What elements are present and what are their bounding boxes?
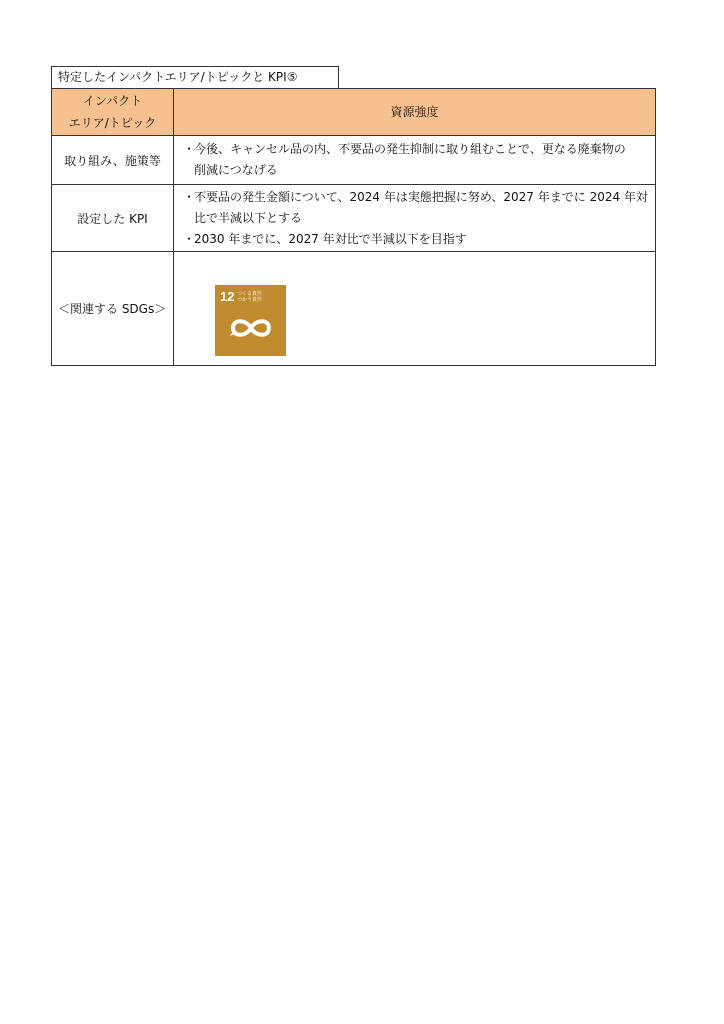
- infinity-arrow-icon: [228, 315, 274, 341]
- table-header-row: [52, 89, 656, 136]
- row-label-actions: 取り組み、施策等: [52, 136, 174, 185]
- header-topic-title: 資源強度: [174, 89, 656, 136]
- bullet-line: 削減につなげる: [194, 163, 278, 177]
- kpi-table: [51, 88, 656, 366]
- bullet-item: [175, 187, 654, 229]
- actions-content: [174, 136, 656, 185]
- sdg-title-line2: つかう責任: [237, 297, 263, 303]
- table-caption: 特定したインパクトエリア/トピックと KPI⑤: [51, 66, 339, 88]
- header-impact-area-line1: インパクト: [82, 94, 143, 108]
- row-label-kpi: 設定した KPI: [52, 185, 174, 252]
- header-impact-area: [52, 89, 174, 136]
- row-label-sdgs: ＜関連する SDGs＞: [52, 252, 174, 366]
- bullet-item: [175, 139, 654, 181]
- bullet-item: [175, 229, 654, 250]
- header-impact-area-line2: エリア/トピック: [68, 116, 157, 130]
- bullet-mark: ・: [183, 231, 196, 246]
- table-row-sdgs: [52, 252, 656, 366]
- bullet-line: 比で半減以下とする: [194, 210, 303, 225]
- sdg-12-tile: [215, 285, 286, 356]
- kpi-content: [174, 185, 656, 252]
- bullet-mark: ・: [183, 142, 196, 156]
- bullet-line: 2030 年までに、2027 年対比で半減以下を目指す: [194, 231, 467, 246]
- sdg-number: 12: [220, 289, 235, 304]
- sdg-title: [237, 291, 262, 303]
- sdg-title-line1: つくる責任: [237, 291, 263, 297]
- bullet-line: 不要品の発生金額について、2024 年は実態把握に努め、2027 年までに 2024 年対: [194, 189, 648, 204]
- bullet-mark: ・: [183, 189, 196, 204]
- sdgs-content: [174, 252, 656, 366]
- bullet-line: 今後、キャンセル品の内、不要品の発生抑制に取り組むことで、更なる廃棄物の: [194, 142, 626, 156]
- table-row-kpi: [52, 185, 656, 252]
- table-row-actions: [52, 136, 656, 185]
